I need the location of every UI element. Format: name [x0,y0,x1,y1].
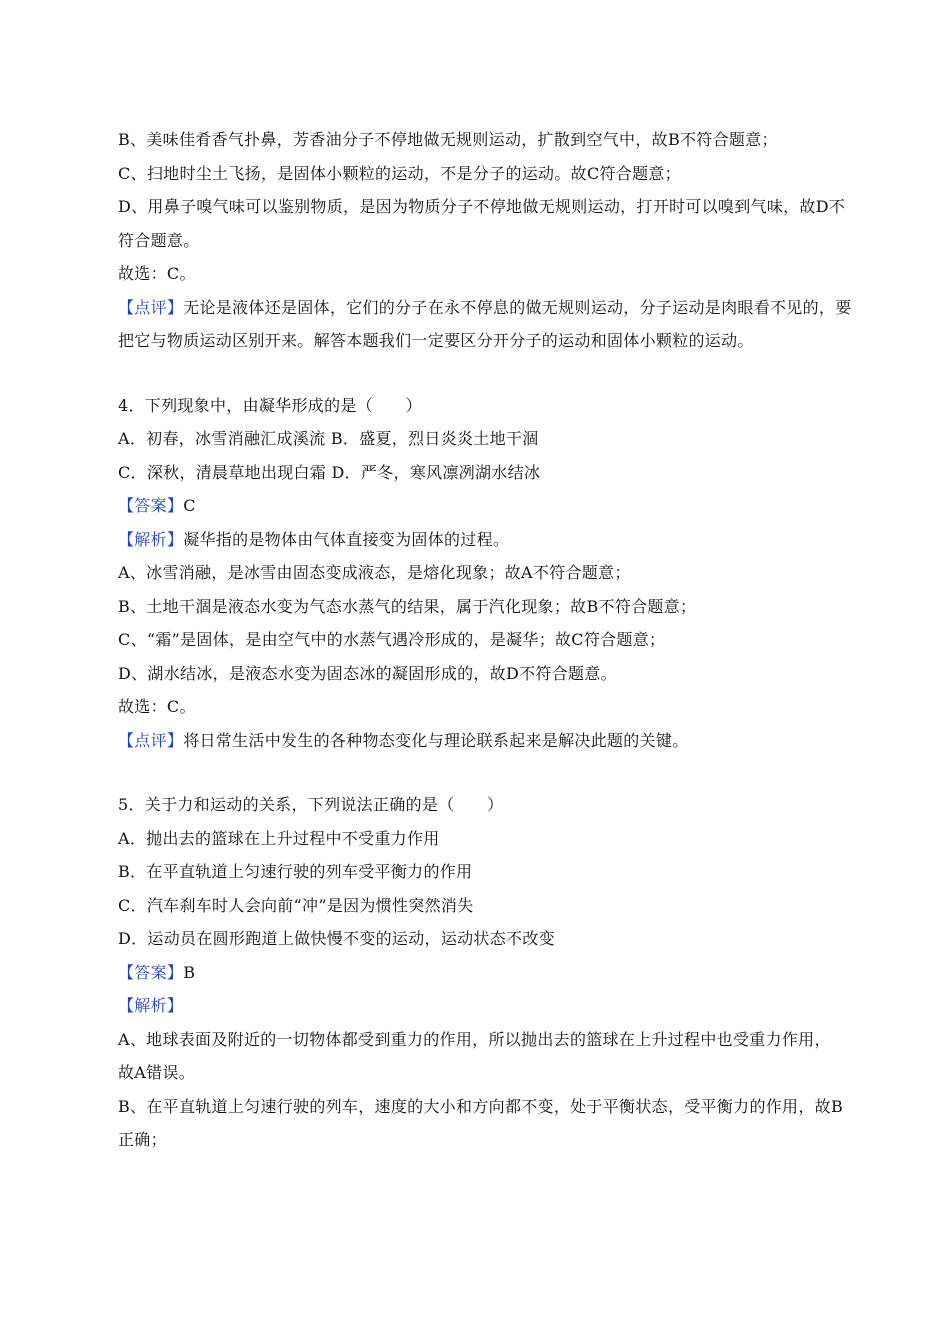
q4-stem: 4．下列现象中，由凝华形成的是（ ） [118,395,422,415]
q4-review-text: 将日常生活中发生的各种物态变化与理论联系起来是解决此题的关键。 [183,730,689,750]
q4-review [118,724,848,758]
q3-option-b-analysis: B、美味佳肴香气扑鼻，芳香油分子不停地做无规则运动，扩散到空气中，故B不符合题意； [118,130,778,149]
review-tag: 【点评】 [118,730,184,750]
q4-analysis [118,523,848,557]
q4-option-d-analysis: D、湖水结冰，是液态水变为固态冰的凝固形成的，故D不符合题意。 [118,663,617,683]
q4-option-a-analysis: A、冰雪消融，是冰雪由固态变成液态，是熔化现象；故A不符合题意； [118,563,631,582]
q4-options-line1: A．初春，冰雪消融汇成溪流 B．盛夏，烈日炎炎土地干涸 [118,429,539,448]
q4-options-line2: C．深秋，清晨草地出现白霜 D．严冬，寒风凛冽湖水结冰 [118,462,541,482]
answer-tag: 【答案】 [118,962,184,982]
q5-option-b-analysis-line2: 正确； [118,1130,167,1149]
q4-answer [118,489,848,523]
review-tag: 【点评】 [118,297,184,317]
q4-answer-value: C [183,496,196,515]
q5-option-c: C．汽车刹车时人会向前“冲”是因为惯性突然消失 [118,895,474,915]
answer-tag: 【答案】 [118,496,184,515]
q3-review-text-line2: 把它与物质运动区别开来。解答本题我们一定要区分开分子的运动和固体小颗粒的运动。 [118,331,754,350]
q5-option-d: D．运动员在圆形跑道上做快慢不变的运动，运动状态不改变 [118,929,555,948]
q5-option-b-analysis-line1: B、在平直轨道上匀速行驶的列车，速度的大小和方向都不变，处于平衡状态，受平衡力的作用，故B [118,1096,844,1116]
q5-answer-value: B [183,962,196,982]
q3-review [118,291,852,325]
q5-option-b: B．在平直轨道上匀速行驶的列车受平衡力的作用 [118,862,473,881]
q4-analysis-text: 凝华指的是物体由气体直接变为固体的过程。 [183,529,510,549]
q3-choice: 故选：C。 [118,264,196,283]
spacer [118,757,848,788]
document-page [118,123,852,1157]
analysis-tag: 【解析】 [118,996,184,1015]
q3-review-text-line1: 无论是液体还是固体，它们的分子在永不停息的做无规则运动，分子运动是肉眼看不见的，要 [183,297,852,317]
q4-choice: 故选：C。 [118,697,196,716]
q4-option-c-analysis: C、“霜”是固体，是由空气中的水蒸气遇冷形成的，是凝华；故C符合题意； [118,630,666,649]
q5-stem: 5．关于力和运动的关系，下列说法正确的是（ ） [118,795,504,814]
q3-option-d-analysis-line1: D、用鼻子嗅气味可以鉴别物质，是因为物质分子不停地做无规则运动，打开时可以嗅到气味，故D不 [118,197,846,216]
q3-option-d-analysis-line2: 符合题意。 [118,230,200,250]
analysis-tag: 【解析】 [118,529,184,549]
q4-option-b-analysis: B、土地干涸是液态水变为气态水蒸气的结果，属于汽化现象；故B不符合题意； [118,596,697,616]
q5-option-a-analysis-line2: 故A错误。 [118,1063,196,1082]
q5-option-a-analysis-line1: A、地球表面及附近的一切物体都受到重力的作用，所以抛出去的篮球在上升过程中也受重力作用， [118,1029,831,1049]
spacer [118,358,848,389]
q5-answer [118,956,848,990]
q5-option-a: A．抛出去的篮球在上升过程中不受重力作用 [118,828,440,848]
q3-option-c-analysis: C、扫地时尘土飞扬，是固体小颗粒的运动，不是分子的运动。故C符合题意； [118,163,681,183]
q5-analysis [118,989,848,1023]
